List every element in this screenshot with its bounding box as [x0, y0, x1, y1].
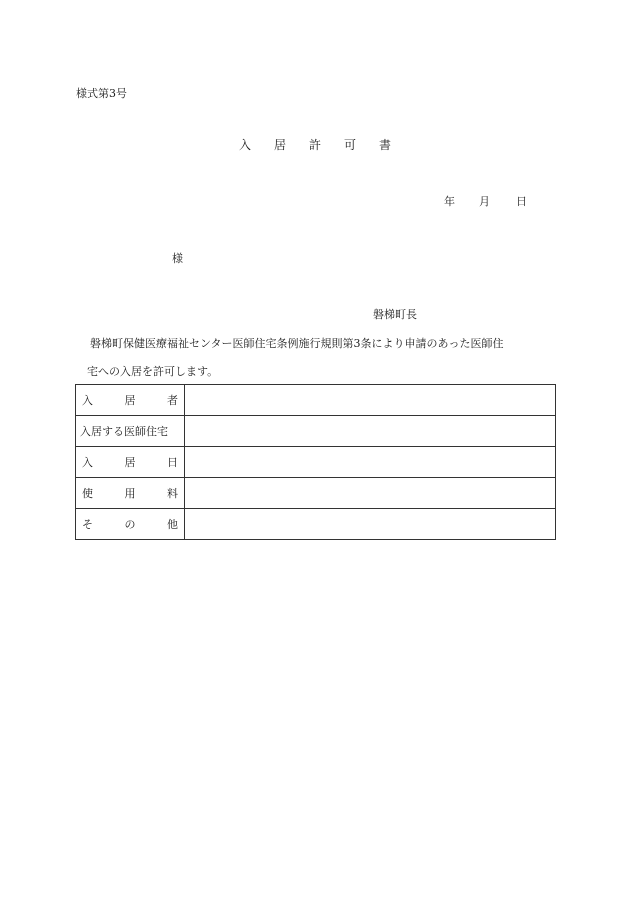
label-char: 居 [124, 394, 136, 407]
value-usage-fee[interactable] [185, 478, 556, 509]
label-move-in-date [76, 447, 185, 478]
value-housing[interactable] [185, 416, 556, 447]
label-char: 料 [167, 487, 178, 500]
title-char: 入 [238, 138, 251, 152]
label-char: そ [82, 518, 93, 531]
title-char: 許 [308, 138, 321, 152]
title-char: 書 [379, 138, 392, 152]
label-char: 用 [124, 487, 136, 500]
label-resident [76, 385, 185, 416]
date-line [444, 193, 527, 209]
date-day-label: 日 [516, 195, 527, 208]
body-text-line-2: 宅への入居を許可します。 [87, 365, 219, 378]
value-move-in-date[interactable] [185, 447, 556, 478]
value-other[interactable] [185, 509, 556, 540]
label-text: 入居する医師住宅 [80, 425, 168, 438]
form-number: 様式第3号 [76, 87, 127, 100]
label-usage-fee [76, 478, 185, 509]
label-housing [76, 416, 185, 447]
table-row-housing [76, 416, 556, 447]
value-resident[interactable] [185, 385, 556, 416]
date-month-label: 月 [479, 195, 490, 208]
document-title [0, 136, 630, 153]
table-row-move-in-date [76, 447, 556, 478]
date-year-label: 年 [444, 195, 455, 208]
title-char: 居 [273, 138, 286, 152]
table-row-other [76, 509, 556, 540]
info-table [75, 384, 556, 540]
label-char: 居 [124, 456, 136, 469]
label-char: 日 [167, 456, 178, 469]
label-char: 者 [167, 394, 178, 407]
title-char: 可 [344, 138, 357, 152]
addressee-line: 様 [172, 252, 183, 265]
body-text-line-1: 磐梯町保健医療福祉センター医師住宅条例施行規則第3条により申請のあった医師住 [90, 337, 504, 350]
label-char: 他 [167, 518, 178, 531]
table-row-usage-fee [76, 478, 556, 509]
label-char: 入 [82, 394, 93, 407]
label-char: の [124, 518, 136, 531]
label-char: 使 [82, 487, 93, 500]
label-other [76, 509, 185, 540]
issuer-name: 磐梯町長 [373, 308, 417, 321]
table-row-resident [76, 385, 556, 416]
label-char: 入 [82, 456, 93, 469]
